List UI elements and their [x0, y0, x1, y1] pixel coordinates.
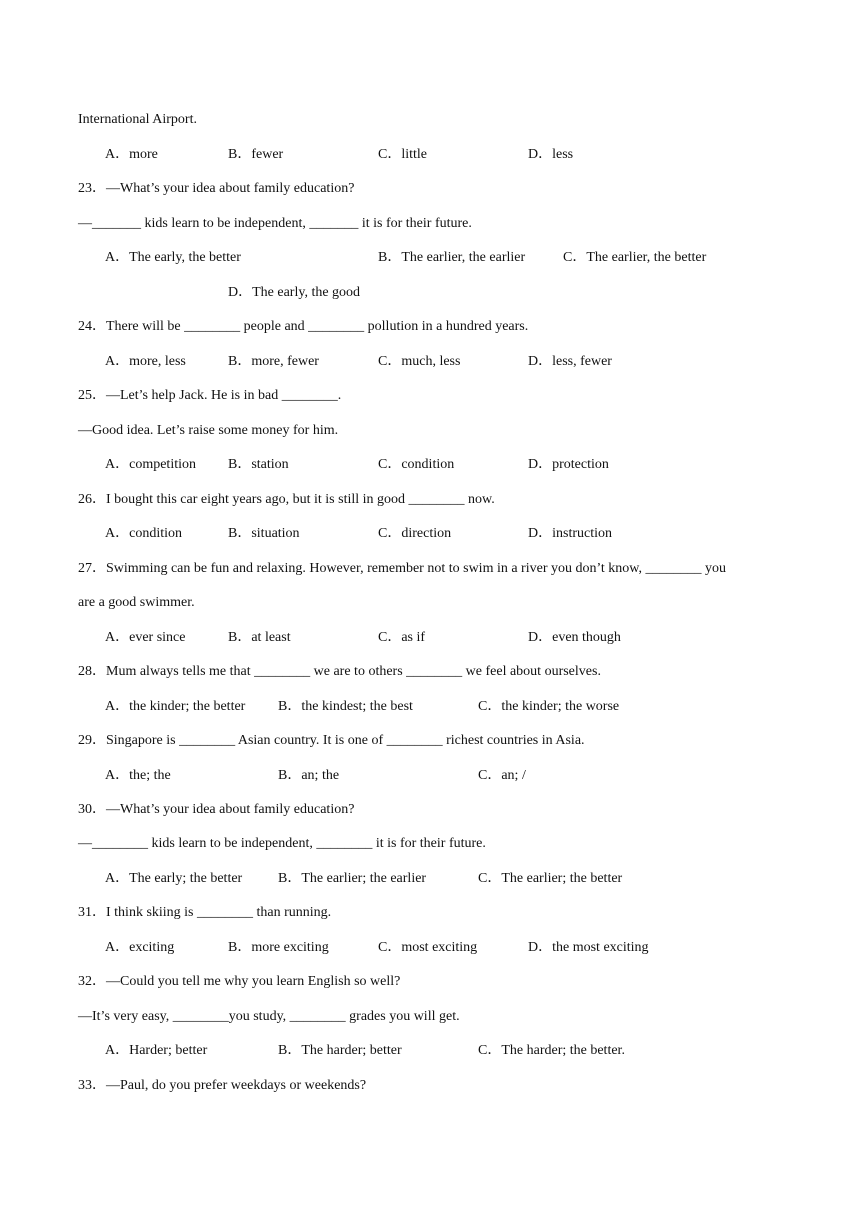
option-c: C．direction	[378, 526, 452, 541]
option-b: B．at least	[228, 630, 291, 645]
question-text: International Airport.	[78, 112, 197, 127]
option-b: B．fewer	[228, 147, 284, 162]
option-d: D．The early, the good	[228, 285, 361, 300]
option-a: A．more, less	[105, 354, 186, 369]
question-30: 30．—What’s your idea about family education?	[78, 802, 355, 817]
option-a: A．The early; the better	[105, 871, 243, 886]
option-c: C．much, less	[378, 354, 461, 369]
option-c: C．The earlier; the better	[478, 871, 623, 886]
option-d: D．instruction	[528, 526, 612, 541]
option-a: A．competition	[105, 457, 196, 472]
option-b: B．The harder; better	[278, 1043, 402, 1058]
option-d: D．the most exciting	[528, 940, 649, 955]
question-32: 32．—Could you tell me why you learn English so well?	[78, 974, 401, 989]
question-23-dialog: —_______ kids learn to be independent, _______ it is for their future.	[78, 216, 472, 231]
option-d: D．less	[528, 147, 574, 162]
option-c: C．most exciting	[378, 940, 478, 955]
question-26: 26．I bought this car eight years ago, but it is still in good ________ now.	[78, 492, 495, 507]
question-27-cont: are a good swimmer.	[78, 595, 195, 610]
option-b: B．an; the	[278, 768, 340, 783]
question-33: 33．—Paul, do you prefer weekdays or weekends?	[78, 1078, 367, 1093]
question-29: 29．Singapore is ________ Asian country. It is one of ________ richest countries in Asia.	[78, 733, 585, 748]
question-32-dialog: —It’s very easy, ________you study, ________ grades you will get.	[78, 1009, 460, 1024]
option-a: A．The early, the better	[105, 250, 241, 265]
question-27: 27．Swimming can be fun and relaxing. However, remember not to swim in a river you don’t know, ________ you	[78, 561, 726, 576]
option-d: D．even though	[528, 630, 621, 645]
question-31: 31．I think skiing is ________ than running.	[78, 905, 332, 920]
question-25-dialog: —Good idea. Let’s raise some money for him.	[78, 423, 339, 438]
option-b: B．The earlier; the earlier	[278, 871, 427, 886]
option-a: A．more	[105, 147, 158, 162]
option-a: A．ever since	[105, 630, 186, 645]
option-b: B．more, fewer	[228, 354, 319, 369]
question-24: 24．There will be ________ people and ________ pollution in a hundred years.	[78, 319, 529, 334]
option-b: B．situation	[228, 526, 300, 541]
option-c: C．as if	[378, 630, 426, 645]
option-a: A．condition	[105, 526, 182, 541]
option-c: C．an; /	[478, 768, 526, 783]
option-c: C．little	[378, 147, 427, 162]
option-b: B．the kindest; the best	[278, 699, 413, 714]
question-30-dialog: —________ kids learn to be independent, ________ it is for their future.	[78, 836, 486, 851]
option-c: C．the kinder; the worse	[478, 699, 620, 714]
question-23: 23．—What’s your idea about family education?	[78, 181, 355, 196]
option-d: D．less, fewer	[528, 354, 612, 369]
question-25: 25．—Let’s help Jack. He is in bad ________.	[78, 388, 342, 403]
option-b: B．more exciting	[228, 940, 329, 955]
option-a: A．the kinder; the better	[105, 699, 246, 714]
option-c: C．The harder; the better.	[478, 1043, 625, 1058]
option-b: B．The earlier, the earlier	[378, 250, 526, 265]
option-a: A．the; the	[105, 768, 171, 783]
option-b: B．station	[228, 457, 289, 472]
option-a: A．exciting	[105, 940, 175, 955]
question-28: 28．Mum always tells me that ________ we are to others ________ we feel about ourselves.	[78, 664, 601, 679]
option-d: D．protection	[528, 457, 609, 472]
option-c: C．condition	[378, 457, 455, 472]
option-c: C．The earlier, the better	[563, 250, 707, 265]
option-a: A．Harder; better	[105, 1043, 208, 1058]
